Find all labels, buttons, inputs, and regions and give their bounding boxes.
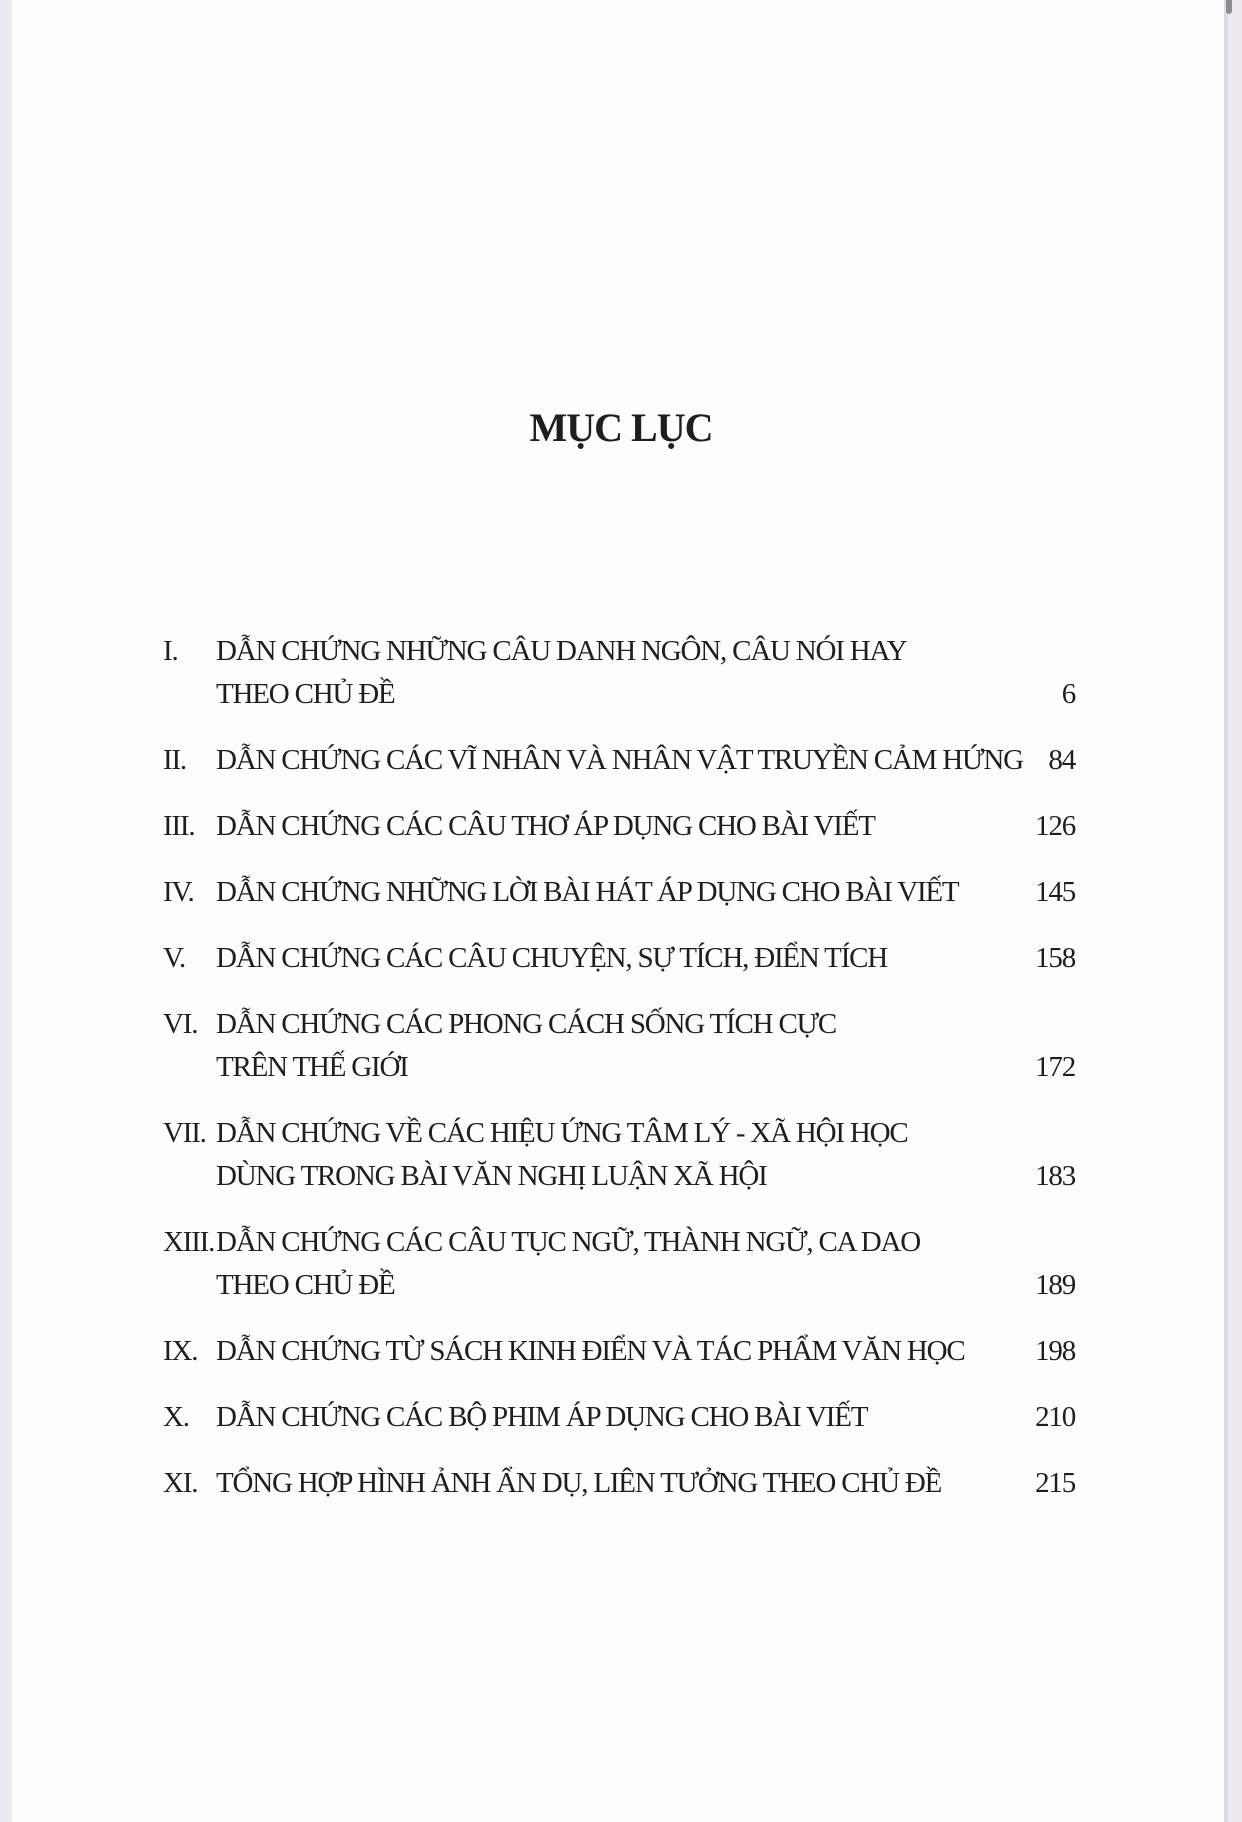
- toc-entry-title: DÙNG TRONG BÀI VĂN NGHỊ LUẬN XÃ HỘI: [216, 1160, 767, 1192]
- toc-entry-page-number: 145: [1035, 876, 1075, 908]
- toc-entry-title: DẪN CHỨNG CÁC VĨ NHÂN VÀ NHÂN VẬT TRUYỀN CẢM HỨNG: [216, 744, 1023, 776]
- toc-entry[interactable]: [163, 739, 1075, 782]
- toc-entry[interactable]: [163, 1330, 1075, 1373]
- toc-entry-page-number: 172: [1035, 1051, 1075, 1083]
- toc-entry[interactable]: [163, 871, 1075, 914]
- toc-entry-title: DẪN CHỨNG NHỮNG LỜI BÀI HÁT ÁP DỤNG CHO BÀI VIẾT: [216, 876, 959, 908]
- toc-entry[interactable]: [163, 1462, 1075, 1505]
- toc-entry[interactable]: [163, 630, 1075, 716]
- toc-entry-title: DẪN CHỨNG VỀ CÁC HIỆU ỨNG TÂM LÝ - XÃ HỘI HỌC: [216, 1117, 908, 1149]
- toc-entry-number: XIII.: [163, 1226, 215, 1258]
- toc-entry-title: THEO CHỦ ĐỀ: [216, 678, 395, 710]
- toc-entry[interactable]: [163, 1003, 1075, 1089]
- table-of-contents: [163, 630, 1075, 1528]
- page-title: MỤC LỤC: [529, 405, 713, 450]
- toc-entry-title: DẪN CHỨNG CÁC CÂU TỤC NGỮ, THÀNH NGỮ, CA DAO: [216, 1226, 921, 1258]
- toc-entry-number: III.: [163, 810, 195, 842]
- toc-entry[interactable]: [163, 1112, 1075, 1198]
- toc-entry-page-number: 183: [1035, 1160, 1075, 1192]
- toc-entry-number: I.: [163, 635, 178, 667]
- scrollbar-track[interactable]: [1224, 0, 1228, 1822]
- toc-entry-title: TỔNG HỢP HÌNH ẢNH ẨN DỤ, LIÊN TƯỞNG THEO CHỦ ĐỀ: [216, 1467, 942, 1499]
- toc-entry-number: X.: [163, 1401, 189, 1433]
- toc-entry-number: IV.: [163, 876, 194, 908]
- toc-entry-page-number: 126: [1035, 810, 1075, 842]
- toc-entry-number: XI.: [163, 1467, 198, 1499]
- toc-entry-title: DẪN CHỨNG NHỮNG CÂU DANH NGÔN, CÂU NÓI HAY: [216, 635, 907, 667]
- toc-entry-title: DẪN CHỨNG CÁC BỘ PHIM ÁP DỤNG CHO BÀI VIẾT: [216, 1401, 868, 1433]
- toc-entry[interactable]: [163, 937, 1075, 980]
- toc-entry-number: VI.: [163, 1008, 198, 1040]
- toc-entry-page-number: 84: [1048, 744, 1075, 776]
- toc-entry-page-number: 198: [1035, 1335, 1075, 1367]
- toc-entry-number: V.: [163, 942, 186, 974]
- toc-entry-page-number: 6: [1061, 678, 1075, 710]
- toc-entry-title: TRÊN THẾ GIỚI: [216, 1051, 408, 1083]
- toc-entry-number: II.: [163, 744, 186, 776]
- toc-entry-title: THEO CHỦ ĐỀ: [216, 1269, 395, 1301]
- toc-entry-page-number: 189: [1035, 1269, 1075, 1301]
- toc-entry[interactable]: [163, 805, 1075, 848]
- toc-entry[interactable]: [163, 1396, 1075, 1439]
- toc-entry-title: DẪN CHỨNG CÁC CÂU CHUYỆN, SỰ TÍCH, ĐIỂN TÍCH: [216, 942, 888, 974]
- toc-entry-title: DẪN CHỨNG CÁC CÂU THƠ ÁP DỤNG CHO BÀI VIẾT: [216, 810, 875, 842]
- scrollbar-thumb[interactable]: [1226, 0, 1232, 14]
- toc-entry-page-number: 215: [1035, 1467, 1075, 1499]
- toc-entry[interactable]: [163, 1221, 1075, 1307]
- toc-entry-number: IX.: [163, 1335, 198, 1367]
- toc-entry-title: DẪN CHỨNG TỪ SÁCH KINH ĐIỂN VÀ TÁC PHẨM VĂN HỌC: [216, 1335, 965, 1367]
- toc-entry-number: VII.: [163, 1117, 206, 1149]
- toc-entry-title: DẪN CHỨNG CÁC PHONG CÁCH SỐNG TÍCH CỰC: [216, 1008, 837, 1040]
- toc-entry-page-number: 210: [1035, 1401, 1075, 1433]
- toc-entry-page-number: 158: [1035, 942, 1075, 974]
